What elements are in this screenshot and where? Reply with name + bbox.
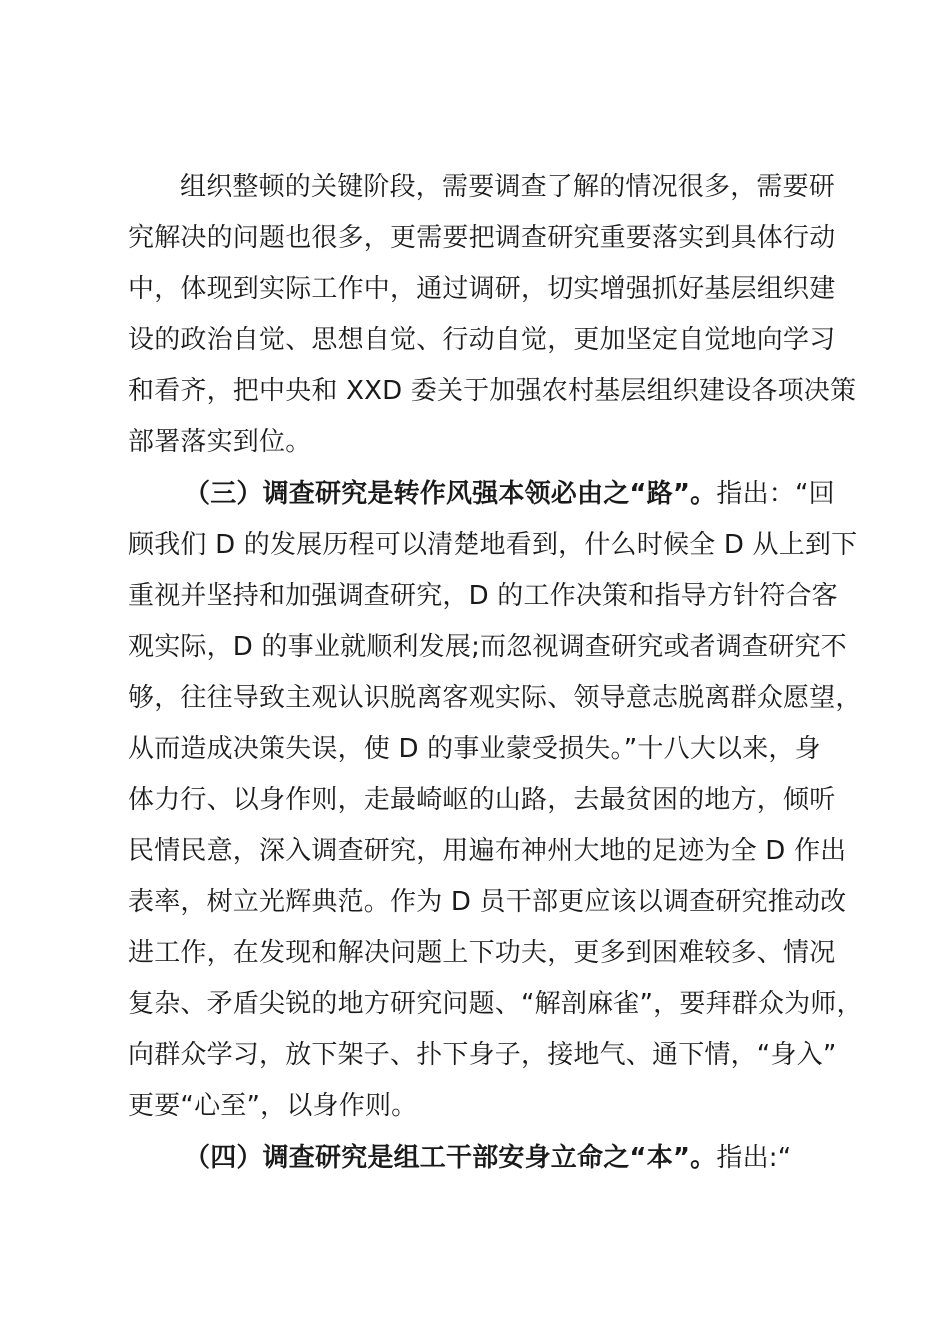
text-line: 复杂、矛盾尖锐的地方研究问题、“解剖麻雀”，要拜群众为师， [128,989,863,1019]
text-line: 表率，树立光辉典范。作为 D 员干部更应该以调查研究推动改 [128,887,847,917]
text-line: 顾我们 D 的发展历程可以清楚地看到，什么时候全 D 从上到下 [128,530,858,560]
section-heading: （四）调查研究是组工干部安身立命之“本”。 [184,1143,717,1173]
heading-lead-text: 指出：“回 [716,479,835,509]
text-line: 和看齐，把中央和 XXD 委关于加强农村基层组织建设各项决策 [128,376,857,406]
section-heading: （三）调查研究是转作风强本领必由之“路”。 [184,479,717,509]
text-line: 从而造成决策失误，使 D 的事业蒙受损失。”十八大以来，身 [128,734,821,764]
text-line: 更要“心至”，以身作则。 [128,1091,418,1121]
section-heading-line [184,1141,791,1175]
text-line: 进工作，在发现和解决问题上下功夫，更多到困难较多、情况 [128,938,836,968]
text-line: 重视并坚持和加强调查研究，D 的工作决策和指导方针符合客 [128,581,838,611]
text-line: 设的政治自觉、思想自觉、行动自觉，更加坚定自觉地向学习 [128,325,836,355]
text-line: 究解决的问题也很多，更需要把调查研究重要落实到具体行动 [128,223,836,253]
text-line: 向群众学习，放下架子、扑下身子，接地气、通下情，“身入” [128,1040,837,1070]
section-heading-line [184,477,835,511]
text-line: 部署落实到位。 [128,427,312,457]
text-line: 体力行、以身作则，走最崎岖的山路，去最贫困的地方，倾听 [128,785,836,815]
text-line: 组织整顿的关键阶段，需要调查了解的情况很多，需要研 [180,172,836,202]
text-line: 民情民意，深入调查研究，用遍布神州大地的足迹为全 D 作出 [128,836,847,866]
text-line: 中，体现到实际工作中，通过调研，切实增强抓好基层组织建 [128,274,836,304]
text-line: 观实际，D 的事业就顺利发展;而忽视调查研究或者调查研究不 [128,632,847,662]
text-line: 够，往往导致主观认识脱离客观实际、领导意志脱离群众愿望， [128,683,862,713]
heading-lead-text: 指出:“ [716,1143,792,1173]
